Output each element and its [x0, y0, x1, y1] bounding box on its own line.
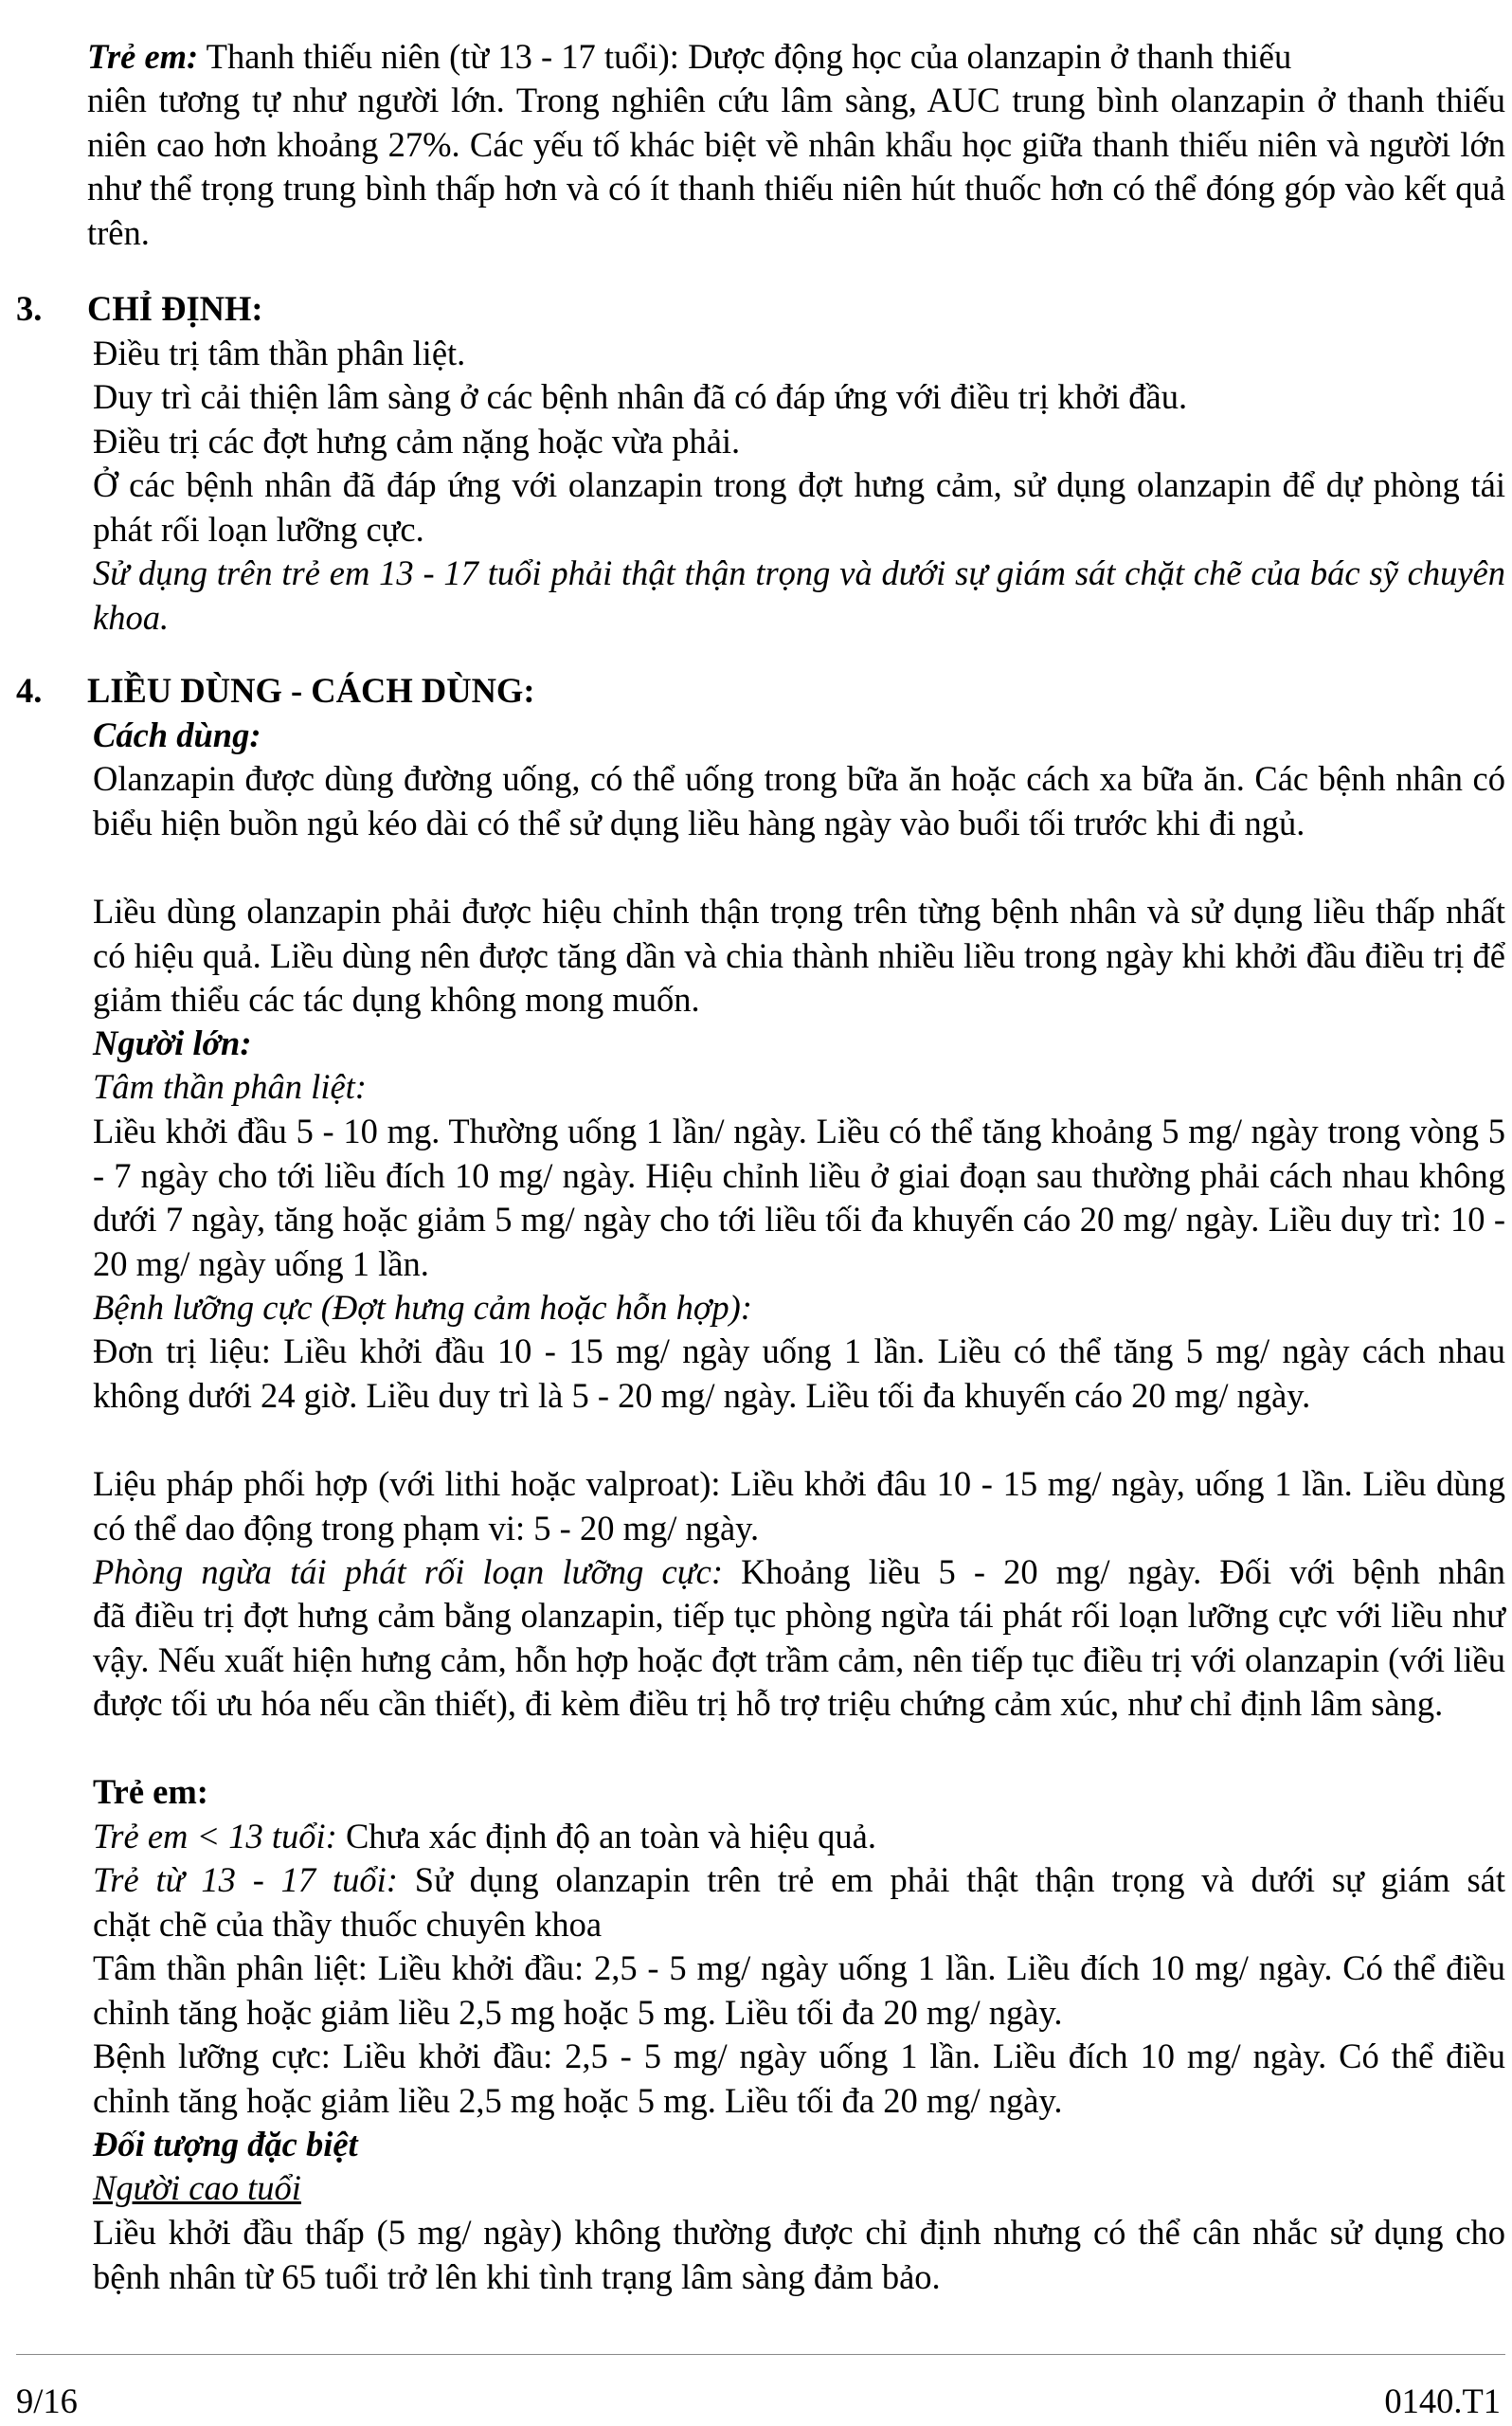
bipolar-heading: Bệnh lưỡng cực (Đợt hưng cảm hoặc hỗn hợp):	[93, 1288, 752, 1327]
footer-divider	[16, 2354, 1505, 2355]
prevention-first-line	[93, 1550, 1505, 1595]
monotherapy-dosage: Đơn trị liệu: Liều khởi đầu 10 - 15 mg/ ngày uống 1 lần. Liều có thể tăng 5 mg/ ngày cách nhau không dưới 24 giờ. Liều duy trì là 5 - 20 mg/ ngày. Liều tối đa khuyến cáo 20 mg/ ngày.	[93, 1331, 1505, 1415]
child-bipolar-dosage: Bệnh lưỡng cực: Liều khởi đầu: 2,5 - 5 mg/ ngày uống 1 lần. Liều đích 10 mg/ ngày. Có thể điều chỉnh tăng hoặc giảm liều 2,5 mg hoặc 5 mg. Liều tối đa 20 mg/ ngày.	[93, 2037, 1505, 2120]
usage-heading: Cách dùng:	[93, 715, 261, 754]
child-under-13	[93, 1815, 1505, 1859]
adult-heading: Người lớn:	[93, 1023, 252, 1062]
child-under-13-text: Chưa xác định độ an toàn và hiệu quả.	[336, 1817, 876, 1856]
elderly-dosage: Liều khởi đầu thấp (5 mg/ ngày) không thường được chỉ định nhưng có thể cân nhắc sử dụng cho bệnh nhân từ 65 tuổi trở lên khi tình trạng lâm sàng đảm bảo.	[93, 2213, 1505, 2296]
combination-dosage: Liệu pháp phối hợp (với lithi hoặc valproat): Liều khởi đâu 10 - 15 mg/ ngày, uống 1 lần. Liều dùng có thể dao động trong phạm vi: 5 - 20 mg/ ngày.	[93, 1464, 1505, 1548]
document-code: 0140.T1	[1384, 2381, 1501, 2420]
indication-line-3: Điều trị các đợt hưng cảm nặng hoặc vừa phải.	[93, 422, 741, 461]
section-4-title: LIỀU DÙNG - CÁCH DÙNG:	[87, 671, 535, 710]
child-under-13-label: Trẻ em < 13 tuổi:	[93, 1817, 337, 1856]
child-schizophrenia-dosage: Tâm thần phân liệt: Liều khởi đầu: 2,5 - 5 mg/ ngày uống 1 lần. Liều đích 10 mg/ ngày. Có thể điều chỉnh tăng hoặc giảm liều 2,5 mg hoặc 5 mg. Liều tối đa 20 mg/ ngày.	[93, 1948, 1505, 2032]
prevention-paragraph: đã điều trị đợt hưng cảm bằng olanzapin, tiếp tục phòng ngừa tái phát rối loạn lưỡng cực với liều như vậy. Nếu xuất hiện hưng cảm, hỗn hợp hoặc đợt trầm cảm, nên tiếp tục điều trị với olanzapin (với liều được tối ưu hóa nếu cần thiết), đi kèm điều trị hỗ trợ triệu chứng cảm xúc, như chỉ định lâm sàng.	[93, 1596, 1505, 1723]
usage-paragraph-1: Olanzapin được dùng đường uống, có thể uống trong bữa ăn hoặc cách xa bữa ăn. Các bệnh nhân có biểu hiện buồn ngủ kéo dài có thể sử dụng liều hàng ngày vào buổi tối trước khi đi ngủ.	[93, 759, 1505, 842]
children-pk-paragraph: niên tương tự như người lớn. Trong nghiên cứu lâm sàng, AUC trung bình olanzapin ở thanh thiếu niên cao hơn khoảng 27%. Các yếu tố khác biệt về nhân khẩu học giữa thanh thiếu niên và người lớn như thể trọng trung bình thấp hơn và có ít thanh thiếu niên hút thuốc hơn có thể đóng góp vào kết quả trên.	[87, 81, 1505, 252]
children-label: Trẻ em:	[87, 37, 199, 76]
schizophrenia-heading: Tâm thần phân liệt:	[93, 1067, 367, 1106]
special-population-heading: Đối tượng đặc biệt	[93, 2125, 358, 2163]
prevention-line1: Khoảng liều 5 - 20 mg/ ngày. Đối với bệnh nhân	[722, 1552, 1505, 1591]
child-13-17-line1: Sử dụng olanzapin trên trẻ em phải thật thận trọng và dưới sự giám sát	[397, 1860, 1505, 1899]
section-4-number: 4.	[16, 671, 43, 710]
indication-line-4: Ở các bệnh nhân đã đáp ứng với olanzapin trong đợt hưng cảm, sử dụng olanzapin để dự phòng tái phát rối loạn lưỡng cực.	[93, 465, 1505, 549]
children-pk-first-line	[87, 35, 1505, 80]
indication-line-1: Điều trị tâm thần phân liệt.	[93, 334, 466, 372]
children-pk-line1: Thanh thiếu niên (từ 13 - 17 tuổi): Dược động học của olanzapin ở thanh thiếu	[198, 37, 1292, 76]
child-13-17-label: Trẻ từ 13 - 17 tuổi:	[93, 1860, 398, 1899]
child-13-17-first-line	[93, 1858, 1505, 1903]
schizophrenia-dosage: Liều khởi đầu 5 - 10 mg. Thường uống 1 lần/ ngày. Liều có thể tăng khoảng 5 mg/ ngày trong vòng 5 - 7 ngày cho tới liều đích 10 mg/ ngày. Hiệu chỉnh liều ở giai đoạn sau thường phải cách nhau không dưới 7 ngày, tăng hoặc giảm 5 mg/ ngày cho tới liều tối đa khuyến cáo 20 mg/ ngày. Liều duy trì: 10 - 20 mg/ ngày uống 1 lần.	[93, 1112, 1505, 1283]
page-number: 9/16	[16, 2381, 78, 2420]
indication-line-2: Duy trì cải thiện lâm sàng ở các bệnh nhân đã có đáp ứng với điều trị khởi đầu.	[93, 377, 1188, 416]
elderly-heading: Người cao tuổi	[93, 2168, 301, 2207]
section-3-title: CHỈ ĐỊNH:	[87, 289, 263, 328]
child-heading: Trẻ em:	[93, 1772, 208, 1811]
child-13-17-line2: chặt chẽ của thầy thuốc chuyên khoa	[93, 1905, 603, 1944]
usage-paragraph-2: Liều dùng olanzapin phải được hiệu chỉnh thận trọng trên từng bệnh nhân và sử dụng liều thấp nhất có hiệu quả. Liều dùng nên được tăng dần và chia thành nhiều liều trong ngày khi khởi đầu điều trị để giảm thiểu các tác dụng không mong muốn.	[93, 892, 1505, 1019]
section-3-number: 3.	[16, 289, 43, 328]
indication-children-warning: Sử dụng trên trẻ em 13 - 17 tuổi phải thật thận trọng và dưới sự giám sát chặt chẽ của bác sỹ chuyên khoa.	[93, 553, 1505, 637]
prevention-label: Phòng ngừa tái phát rối loạn lưỡng cực:	[93, 1552, 723, 1591]
